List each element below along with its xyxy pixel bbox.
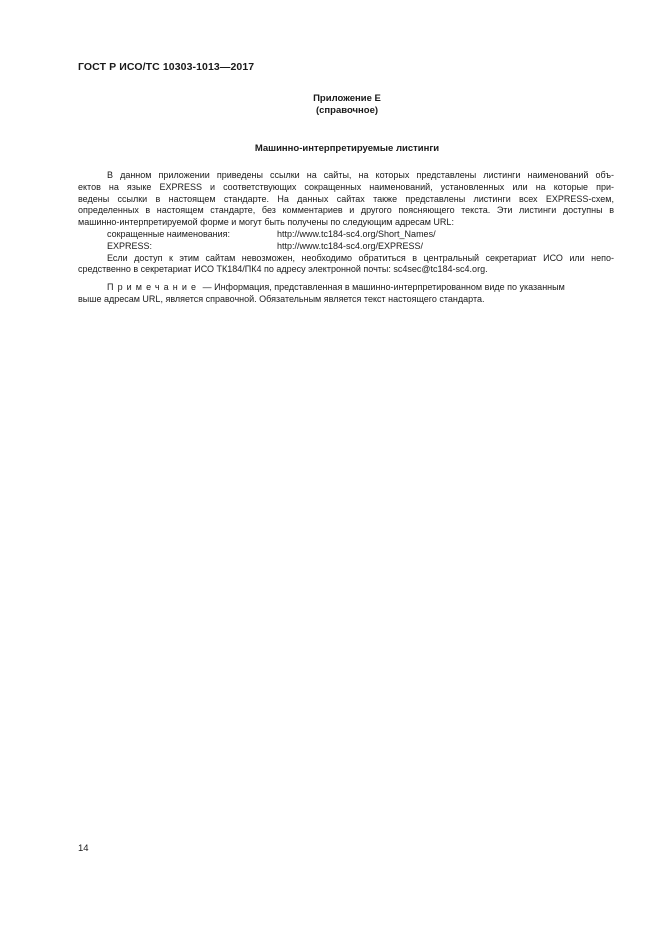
short-names-link[interactable]: http://www.tc184-sc4.org/Short_Names/ [277, 228, 436, 239]
annex-title: Приложение Е [313, 93, 381, 104]
paragraph-line: Если доступ к этим сайтам невозможен, необходимо обратиться в центральный секретариат ИСО или непо- [107, 252, 614, 263]
note-line [78, 282, 614, 294]
paragraph-line: В данном приложении приведены ссылки на сайты, на которых представлены листинги наименований объ- [107, 170, 614, 180]
annex-status: (справочное) [315, 105, 379, 116]
url-label: EXPRESS: [107, 240, 153, 251]
url-row-express [78, 241, 614, 253]
url-label: сокращенные наименования: [107, 228, 231, 239]
express-link[interactable]: http://www.tc184-sc4.org/EXPRESS/ [277, 240, 424, 251]
section-heading: Машинно-интерпретируемые листинги [254, 143, 440, 154]
standard-designation: ГОСТ Р ИСО/ТС 10303-1013—2017 [78, 61, 255, 73]
paragraph-line: машинно-интерпретируемой форме и могут быть получены по следующим адресам URL: [78, 217, 454, 228]
paragraph-line: ведены ссылки в настоящем стандарте. На данных сайтах также представлены листинги всех EXPRESS-схем, [78, 193, 614, 204]
url-row-short-names [78, 229, 614, 241]
paragraph-line: средственно в секретариат ИСО ТК184/ПК4 по адресу электронной почты: sc4sec@tc184-sc4.org. [78, 264, 488, 275]
note-block [78, 282, 614, 306]
paragraph-line: ектов на языке EXPRESS и соответствующих сокращенных наименований, установленных или на которые при- [78, 181, 614, 192]
body-text [78, 170, 614, 306]
note-text: — Информация, представленная в машинно-интерпретированном виде по указанным [200, 282, 565, 293]
paragraph-line: определенных в настоящем стандарте, без комментариев и другого поясняющего текста. Эти листинги доступны в [78, 205, 614, 216]
note-line: выше адресам URL, является справочной. Обязательным является текст настоящего стандарта. [78, 293, 485, 304]
page-number: 14 [78, 843, 89, 854]
note-label: Примечание [107, 282, 201, 293]
